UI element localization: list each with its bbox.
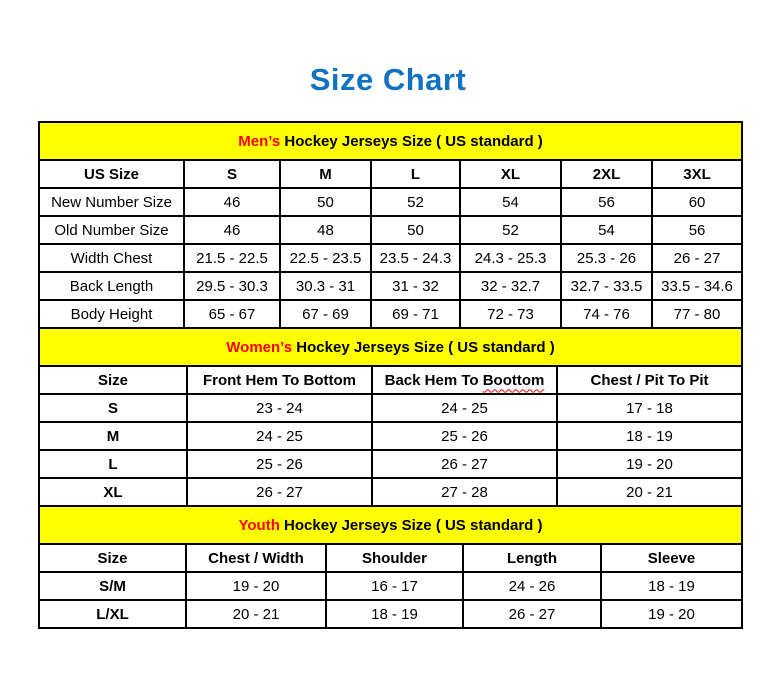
table-row	[39, 244, 742, 272]
column-header: US Size	[39, 160, 184, 188]
size-tables	[38, 121, 741, 629]
column-header: Size	[39, 366, 187, 394]
size-value: 23.5 - 24.3	[371, 244, 460, 272]
size-value: 19 - 20	[557, 450, 742, 478]
row-label: S/M	[39, 572, 186, 600]
size-value: 60	[652, 188, 742, 216]
size-value: 18 - 19	[557, 422, 742, 450]
table-row	[39, 300, 742, 328]
youth-section-header-row	[39, 506, 742, 544]
size-value: 54	[561, 216, 652, 244]
row-label: M	[39, 422, 187, 450]
size-value: 72 - 73	[460, 300, 561, 328]
size-value: 54	[460, 188, 561, 216]
size-value: 26 - 27	[372, 450, 557, 478]
row-label: Width Chest	[39, 244, 184, 272]
womens-size-table	[38, 327, 743, 507]
size-value: 24.3 - 25.3	[460, 244, 561, 272]
row-label: Body Height	[39, 300, 184, 328]
size-value: 20 - 21	[557, 478, 742, 506]
youth-accent-label: Youth	[238, 516, 280, 534]
size-value: 16 - 17	[326, 572, 463, 600]
size-value: 52	[460, 216, 561, 244]
size-value: 21.5 - 22.5	[184, 244, 280, 272]
column-header: S	[184, 160, 280, 188]
table-row	[39, 188, 742, 216]
size-value: 24 - 25	[372, 394, 557, 422]
row-label: New Number Size	[39, 188, 184, 216]
womens-header-text: Hockey Jerseys Size ( US standard )	[292, 338, 555, 356]
size-value: 67 - 69	[280, 300, 371, 328]
column-header: 3XL	[652, 160, 742, 188]
size-value: 17 - 18	[557, 394, 742, 422]
size-value: 19 - 20	[186, 572, 326, 600]
table-row	[39, 450, 742, 478]
column-header: Shoulder	[326, 544, 463, 572]
table-row	[39, 478, 742, 506]
table-row	[39, 600, 742, 628]
size-value: 52	[371, 188, 460, 216]
womens-column-header-row	[39, 366, 742, 394]
size-value: 19 - 20	[601, 600, 742, 628]
size-value: 32.7 - 33.5	[561, 272, 652, 300]
row-label: Old Number Size	[39, 216, 184, 244]
row-label: XL	[39, 478, 187, 506]
youth-column-header-row	[39, 544, 742, 572]
mens-header-text: Hockey Jerseys Size ( US standard )	[280, 132, 543, 150]
size-value: 50	[371, 216, 460, 244]
mens-accent-label: Men’s	[238, 132, 281, 150]
column-header: Length	[463, 544, 601, 572]
size-value: 18 - 19	[326, 600, 463, 628]
table-row	[39, 422, 742, 450]
mens-size-table	[38, 121, 743, 329]
row-label: S	[39, 394, 187, 422]
size-value: 24 - 26	[463, 572, 601, 600]
womens-section-header	[39, 328, 742, 366]
size-value: 31 - 32	[371, 272, 460, 300]
column-header: 2XL	[561, 160, 652, 188]
size-value: 56	[561, 188, 652, 216]
size-value: 25 - 26	[372, 422, 557, 450]
size-value: 46	[184, 216, 280, 244]
table-row	[39, 572, 742, 600]
womens-accent-label: Women’s	[226, 338, 293, 356]
size-value: 18 - 19	[601, 572, 742, 600]
column-header: L	[371, 160, 460, 188]
column-header-misspelled	[372, 366, 557, 394]
size-value: 26 - 27	[652, 244, 742, 272]
size-value: 26 - 27	[187, 478, 372, 506]
row-label: L/XL	[39, 600, 186, 628]
size-value: 25 - 26	[187, 450, 372, 478]
size-value: 50	[280, 188, 371, 216]
size-value: 77 - 80	[652, 300, 742, 328]
size-value: 22.5 - 23.5	[280, 244, 371, 272]
column-header: XL	[460, 160, 561, 188]
row-label: Back Length	[39, 272, 184, 300]
size-value: 33.5 - 34.6	[652, 272, 742, 300]
misspelled-word: Boottom	[482, 371, 545, 389]
size-value: 24 - 25	[187, 422, 372, 450]
size-value: 65 - 67	[184, 300, 280, 328]
mens-column-header-row	[39, 160, 742, 188]
size-value: 74 - 76	[561, 300, 652, 328]
column-header: Sleeve	[601, 544, 742, 572]
youth-section-header	[39, 506, 742, 544]
column-header: Chest / Pit To Pit	[557, 366, 742, 394]
column-header: Size	[39, 544, 186, 572]
table-row	[39, 272, 742, 300]
row-label: L	[39, 450, 187, 478]
back-hem-prefix: Back Hem To	[384, 371, 483, 389]
mens-section-header	[39, 122, 742, 160]
table-row	[39, 394, 742, 422]
column-header: Front Hem To Bottom	[187, 366, 372, 394]
size-value: 30.3 - 31	[280, 272, 371, 300]
table-row	[39, 216, 742, 244]
size-value: 27 - 28	[372, 478, 557, 506]
size-value: 56	[652, 216, 742, 244]
column-header: M	[280, 160, 371, 188]
page-title: Size Chart	[309, 62, 467, 97]
size-value: 23 - 24	[187, 394, 372, 422]
size-value: 26 - 27	[463, 600, 601, 628]
size-value: 32 - 32.7	[460, 272, 561, 300]
size-value: 69 - 71	[371, 300, 460, 328]
youth-header-text: Hockey Jerseys Size ( US standard )	[279, 516, 543, 534]
size-value: 25.3 - 26	[561, 244, 652, 272]
size-value: 29.5 - 30.3	[184, 272, 280, 300]
size-value: 20 - 21	[186, 600, 326, 628]
mens-section-header-row	[39, 122, 742, 160]
size-value: 48	[280, 216, 371, 244]
womens-section-header-row	[39, 328, 742, 366]
youth-size-table	[38, 505, 743, 629]
column-header: Chest / Width	[186, 544, 326, 572]
size-value: 46	[184, 188, 280, 216]
